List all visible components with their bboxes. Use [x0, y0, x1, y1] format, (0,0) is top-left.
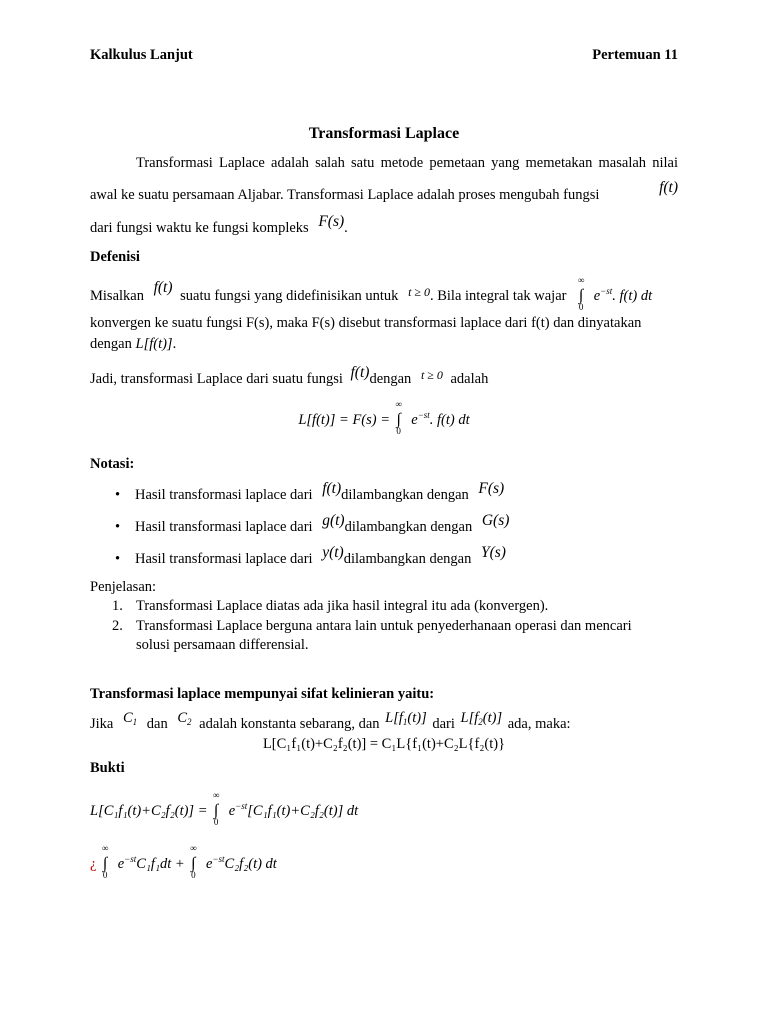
integral-sign: ∞ ∫ 0 [577, 275, 585, 312]
intro-word: nilai [652, 155, 678, 171]
list-item-continuation: solusi persamaan differensial. [136, 637, 309, 653]
kelinieran-line-1 [90, 710, 571, 733]
exponent: −st [600, 286, 613, 296]
integral-sign: ∞ ∫ 0 [190, 843, 197, 880]
period: . [172, 336, 177, 352]
definisi-line-3 [90, 336, 176, 353]
lower-limit: 0 [102, 870, 108, 880]
period: . [344, 220, 348, 236]
math-C2: $C_2$ [177, 710, 192, 727]
intro-word: memetakan [525, 155, 593, 171]
text: konvergen ke suatu fungsi F(s), maka F(s) disebut transformasi laplace dari f(t) dan dinyatakan [90, 315, 642, 331]
upper-limit: ∞ [101, 843, 109, 853]
definisi-line-2 [90, 315, 641, 332]
math-y-t: y(t) [322, 544, 344, 561]
meeting-number: Pertemuan 11 [592, 47, 678, 63]
linearity-equation: L[C₁f₁(t)+C₂f₂(t)] = C₁L{f₁(t)+C₂L{f₂(t)} [262, 736, 506, 752]
page-title: Transformasi Laplace [308, 125, 460, 142]
text: Transformasi Laplace diatas ada jika hasil integral itu ada (konvergen). [136, 598, 549, 614]
page-header [90, 47, 678, 67]
exponent: −st [124, 854, 137, 864]
upper-limit: ∞ [577, 275, 585, 285]
intro-word: pemetaan [429, 155, 485, 171]
text: . Bila integral tak wajar [429, 288, 567, 304]
upper-limit: ∞ [190, 843, 197, 853]
lower-limit: 0 [191, 870, 196, 880]
integrand: . f(t) dt [429, 412, 470, 428]
math-f-t: f(t) [322, 480, 342, 497]
math-e: e [411, 412, 418, 428]
integrand: . f(t) dt [612, 288, 653, 304]
error-mark: ¿ [90, 856, 97, 872]
intro-text: dari fungsi waktu ke fungsi kompleks [90, 220, 309, 236]
list-item: • Hasil transformasi laplace dari y(t)dilambangkan dengan Y(s) [115, 544, 506, 567]
math-F-s: F(s) [478, 480, 505, 497]
section-heading-bukti: Bukti [90, 760, 125, 776]
list-item [112, 598, 548, 615]
text: ada, maka: [507, 716, 571, 732]
text: dilambangkan dengan [343, 551, 472, 567]
math-t-geq-0: t ≥ 0 [420, 368, 443, 382]
list-number: 2. [112, 618, 123, 634]
section-heading-kelinieran: Transformasi laplace mempunyai sifat kelinieran yaitu: [90, 686, 435, 702]
text: dan [146, 716, 168, 732]
equation-lhs: L[f(t)] = F(s) = [298, 412, 394, 428]
math-G-s: G(s) [481, 512, 510, 529]
lower-limit: 0 [578, 302, 584, 312]
intro-word: Laplace [218, 155, 265, 171]
integral-sign: ∞ ∫ 0 [212, 790, 220, 827]
math-C1: $C_1$ [122, 710, 138, 727]
math-f-t: f(t) [659, 179, 678, 196]
math-f-t: f(t) [153, 279, 173, 296]
text: Jika [90, 716, 114, 732]
math-Y-s: Y(s) [480, 544, 506, 561]
text: Hasil transformasi laplace dari [135, 519, 313, 535]
exponent: −st [235, 801, 248, 811]
text: dengan [90, 336, 132, 352]
math-e: e [117, 856, 125, 872]
math-L-f2: $L[f_2(t)]$ [460, 710, 503, 727]
list-item: • Hasil transformasi laplace dari g(t)dilambangkan dengan G(s) [115, 512, 510, 535]
text: adalah [450, 371, 489, 387]
text: adalah konstanta sebarang, dan [199, 716, 380, 732]
intro-word: masalah [598, 155, 647, 171]
integrand: C₂f₂(t) dt [224, 856, 277, 872]
section-heading-penjelasan: Penjelasan: [90, 579, 157, 595]
math-e: e [228, 803, 236, 819]
text: Misalkan [90, 288, 144, 304]
list-item: • Hasil transformasi laplace dari f(t)dilambangkan dengan F(s) [115, 480, 505, 503]
integral-sign: ∞ ∫ 0 [101, 843, 109, 880]
math-g-t: g(t) [322, 512, 345, 529]
math-L-f-t: L[f(t)] [135, 336, 173, 352]
section-heading-definisi: Defenisi [90, 249, 140, 265]
course-title: Kalkulus Lanjut [90, 47, 193, 63]
math-F-s: F(s) [318, 213, 345, 230]
intro-word: metode [380, 155, 424, 171]
math-f-t: f(t) [350, 364, 370, 381]
math-L-f1: $L[f_1(t)]$ [385, 710, 427, 727]
intro-line-3 [90, 213, 348, 237]
section-heading-notasi: Notasi: [90, 456, 135, 472]
upper-limit: ∞ [212, 790, 220, 800]
integrand: [C₁f₁(t)+C₂f₂(t)] dt [247, 803, 359, 819]
proof-equation-2 [90, 843, 277, 880]
intro-line-2 [90, 179, 678, 205]
text: Hasil transformasi laplace dari [135, 487, 313, 503]
math-e: e [205, 856, 213, 872]
math-t-geq-0: t ≥ 0 [408, 285, 430, 299]
intro-word: Transformasi [136, 155, 213, 171]
text: dengan [369, 371, 412, 387]
intro-word: yang [491, 155, 520, 171]
intro-word: adalah [271, 155, 309, 171]
math-e: e [593, 288, 601, 304]
intro-text: awal ke suatu persamaan Aljabar. Transformasi Laplace adalah proses mengubah fungsi [90, 187, 600, 203]
text: Jadi, transformasi Laplace dari suatu fungsi [90, 371, 343, 387]
text: suatu fungsi yang didefinisikan untuk [180, 288, 399, 304]
text: dari [432, 716, 455, 732]
upper-limit: ∞ [395, 399, 402, 409]
text: Hasil transformasi laplace dari [135, 551, 313, 567]
lower-limit: 0 [213, 817, 219, 827]
text: Transformasi Laplace berguna antara lain untuk penyederhanaan operasi dan mencari [136, 618, 632, 634]
intro-line-1 [136, 155, 678, 172]
text: dilambangkan dengan [344, 519, 473, 535]
equation-lhs: L[C₁f₁(t)+C₂f₂(t)] = [90, 803, 212, 819]
exponent: −st [212, 854, 225, 864]
integral-sign: ∞ ∫ 0 [395, 399, 402, 436]
text: dilambangkan dengan [341, 487, 469, 503]
list-number: 1. [112, 598, 123, 614]
definisi-line-4 [90, 364, 489, 388]
integrand: C₁f₁dt + [136, 856, 189, 872]
laplace-definition-equation [0, 399, 768, 436]
list-item [112, 618, 632, 635]
exponent: −st [417, 410, 430, 420]
intro-word: salah [315, 155, 345, 171]
intro-word: satu [351, 155, 375, 171]
proof-equation-1 [90, 790, 359, 827]
lower-limit: 0 [396, 426, 401, 436]
definisi-line-1 [90, 275, 653, 312]
